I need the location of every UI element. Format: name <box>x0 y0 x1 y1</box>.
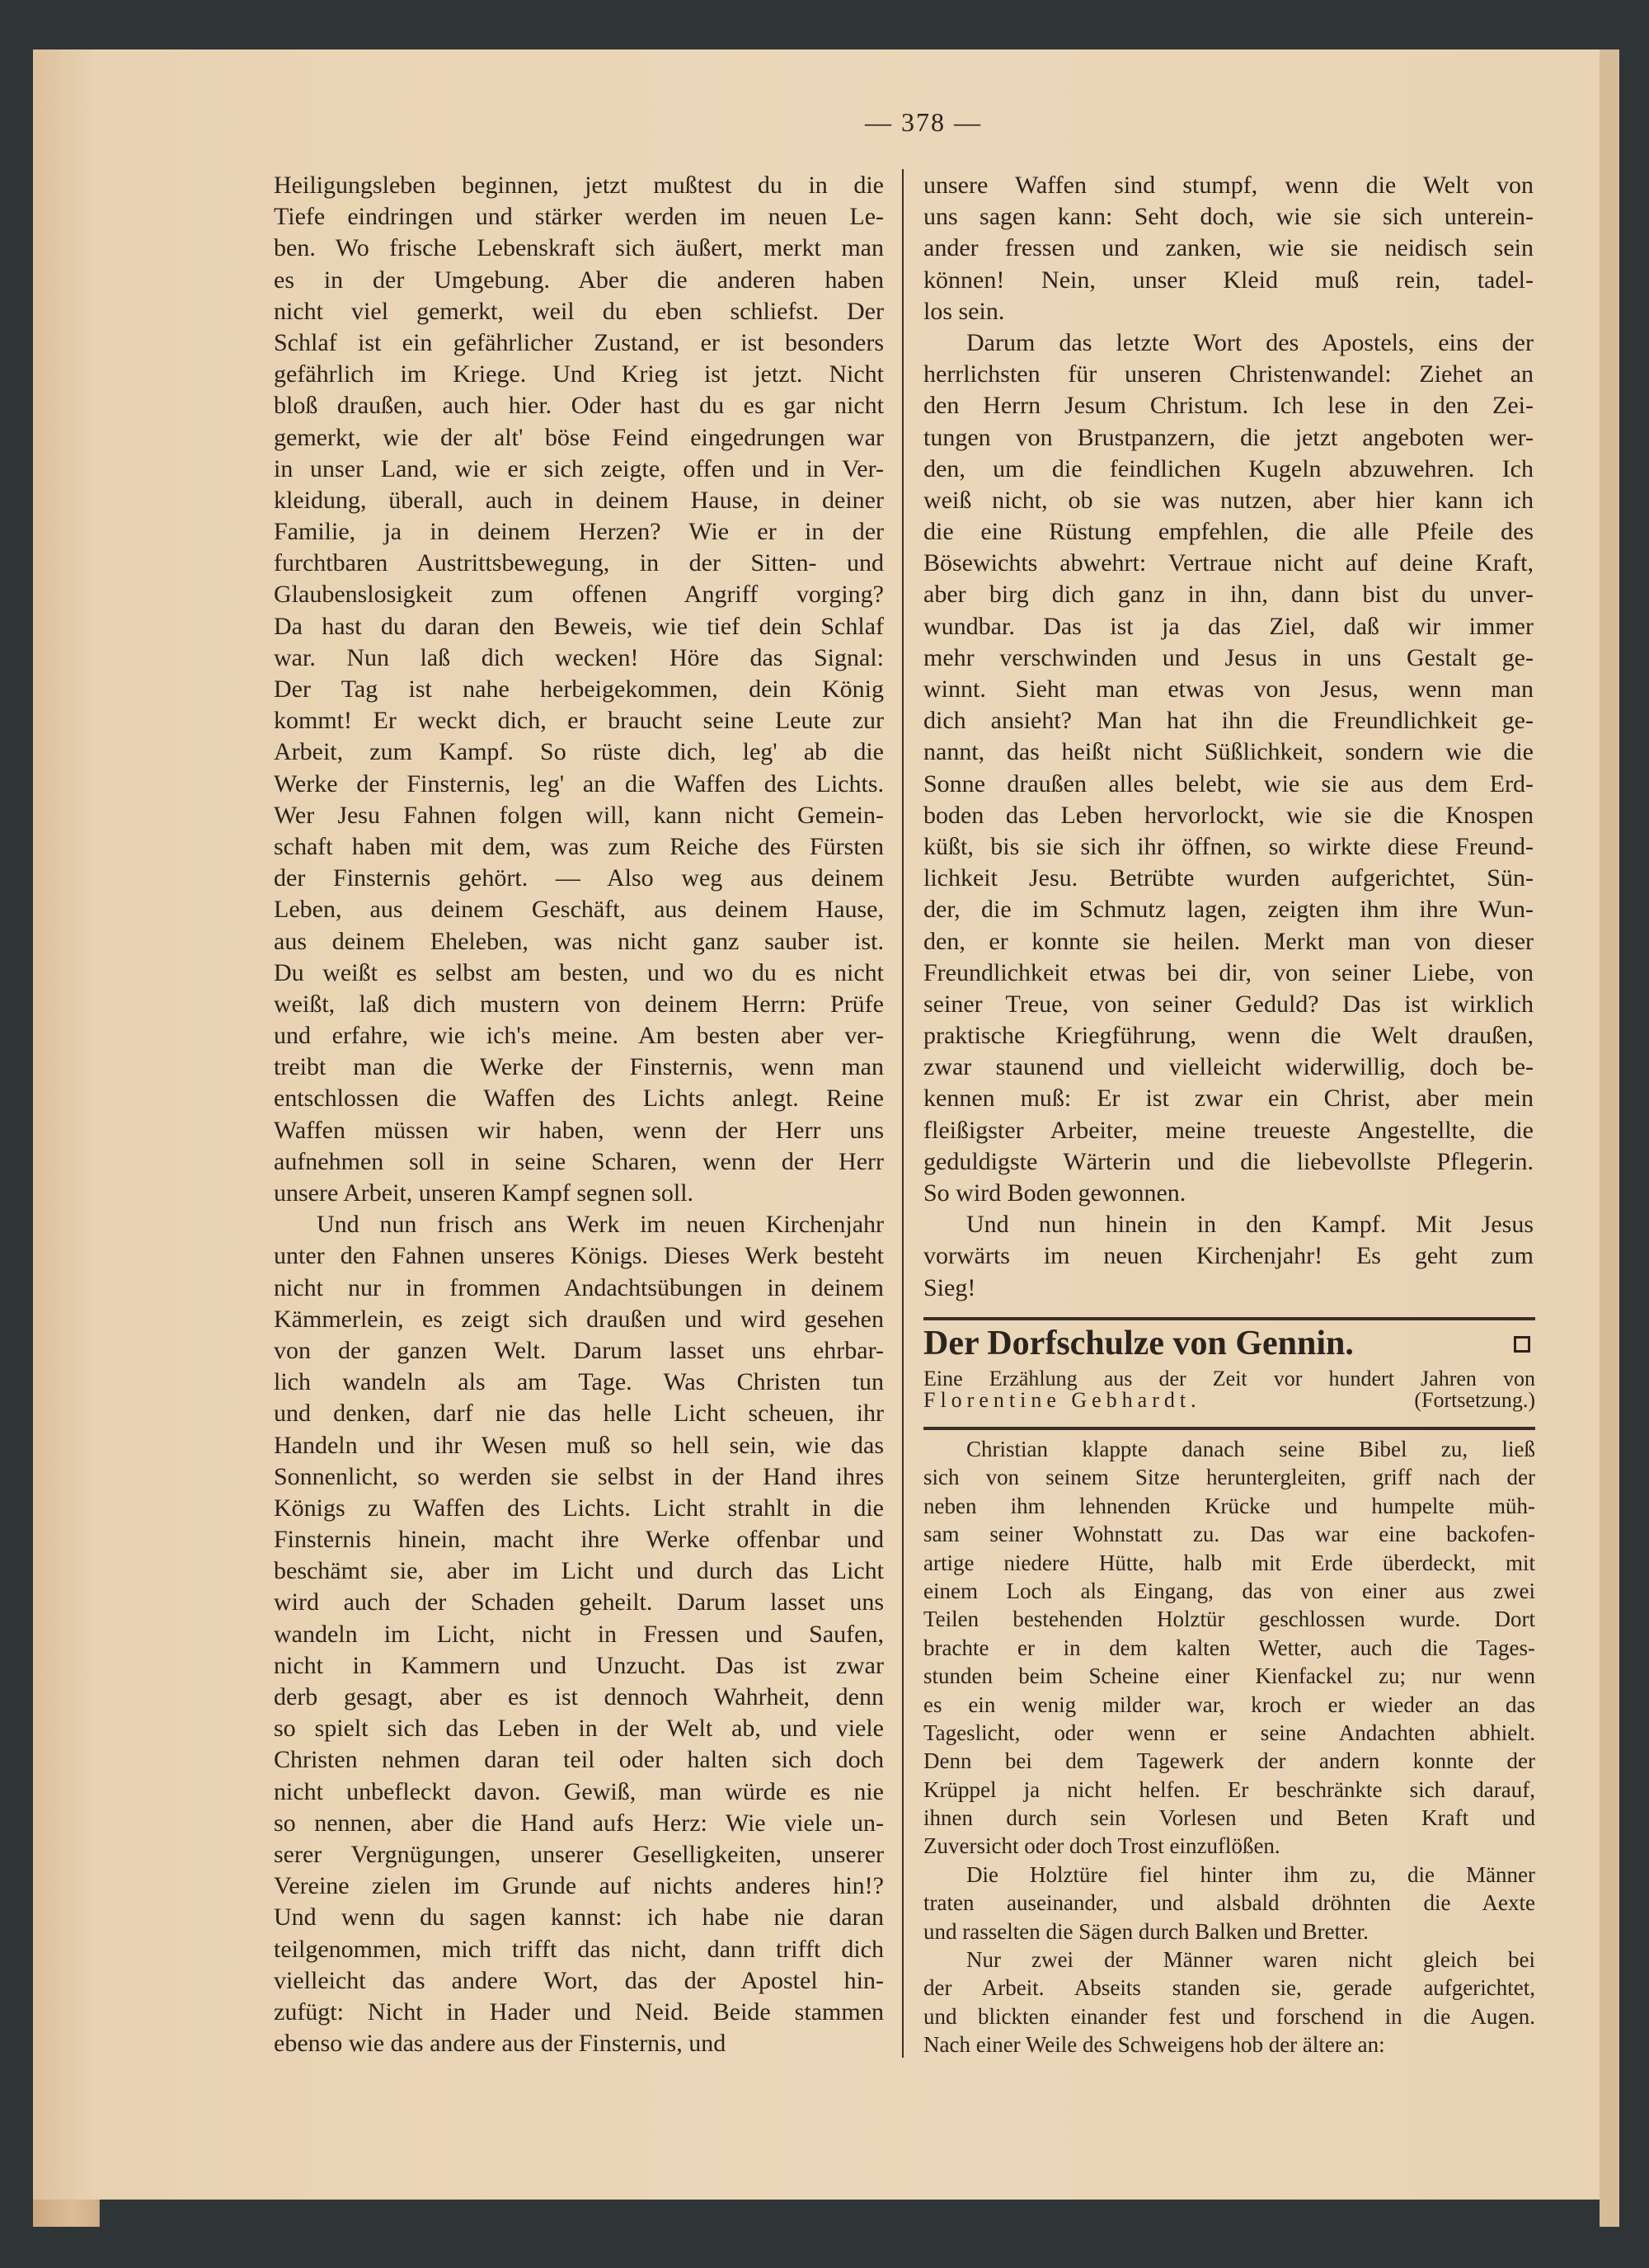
text-line: beschämt sie, aber im Licht und durch das Licht <box>274 1557 884 1585</box>
text-line: gemerkt, wie der alt' böse Feind eingedrungen war <box>274 423 884 451</box>
text-line: zufügt: Nicht in Hader und Neid. Beide stammen <box>274 1997 884 2026</box>
text-line: Königs zu Waffen des Lichts. Licht strahlt in die <box>274 1494 884 1522</box>
text-line: Und wenn du sagen kannst: ich habe nie daran <box>274 1903 884 1932</box>
text-line: Du weißt es selbst am besten, und wo du es nicht <box>274 958 884 986</box>
text-line: es ein wenig milder war, kroch er wieder an das <box>923 1692 1535 1717</box>
text-line: Und nun frisch ans Werk im neuen Kirchenjahr <box>317 1211 884 1239</box>
column-divider <box>902 169 904 2058</box>
story-subtitle: Eine Erzählung aus der Zeit vor hundert Jahren von <box>923 1367 1535 1390</box>
text-line: zwar staunend und vielleicht widerwillig, doch be- <box>923 1053 1534 1081</box>
text-line: Vereine zielen im Grunde auf nichts anderes hin!? <box>274 1872 884 1900</box>
text-line: ebenso wie das andere aus der Finsternis, und <box>274 2030 726 2058</box>
story-continuation: (Fortsetzung.) <box>1414 1388 1535 1412</box>
text-line: ihnen durch sein Vorlesen und Beten Kraft und <box>923 1805 1535 1831</box>
story-title-text: Der Dorfschulze von Gennin. <box>923 1325 1354 1362</box>
text-line: tungen von Brustpanzern, die jetzt angeboten wer- <box>923 423 1534 451</box>
text-line: teilgenommen, mich trifft das nicht, dann trifft dich <box>274 1935 884 1963</box>
text-line: Freundlichkeit etwas bei dir, von seiner Liebe, von <box>923 958 1534 986</box>
text-line: der, die im Schmutz lagen, zeigten ihm ihre Wun- <box>923 896 1534 924</box>
story-text <box>923 1435 1535 2059</box>
text-line: unsere Waffen sind stumpf, wenn die Welt von <box>923 172 1534 199</box>
text-line: Finsternis hinein, macht ihre Werke offenbar und <box>274 1526 884 1554</box>
text-line: Wer Jesu Fahnen folgen will, kann nicht Gemein- <box>274 801 884 829</box>
text-line: Nach einer Weile des Schweigens hob der ältere an: <box>923 2032 1385 2058</box>
page-number: — 378 — <box>865 107 982 137</box>
text-line: von der ganzen Welt. Darum lasset uns ehrbar- <box>274 1336 884 1364</box>
text-line: Die Holztüre fiel hinter ihm zu, die Männer <box>966 1861 1535 1887</box>
text-line: fleißigster Arbeiter, meine treueste Angestellte, die <box>923 1116 1534 1144</box>
text-line: sam seiner Wohnstatt zu. Das war eine backofen- <box>923 1522 1535 1547</box>
text-line: lichkeit Jesu. Betrübte wurden aufgerichtet, Sün- <box>923 864 1534 892</box>
text-line: küßt, bis sie sich ihr öffnen, so wirkte diese Freund- <box>923 832 1534 860</box>
text-line: und denken, darf nie das helle Licht scheuen, ihr <box>274 1400 884 1428</box>
text-line: sich von seinem Sitze heruntergleiten, griff nach der <box>923 1465 1535 1490</box>
text-line: Werke der Finsternis, leg' an die Waffen des Lichts. <box>274 769 884 798</box>
text-line: nicht unbefleckt davon. Gewiß, man würde es nie <box>274 1777 884 1805</box>
text-line: Leben, aus deinem Geschäft, aus deinem Hause, <box>274 896 884 924</box>
text-line: Handeln und ihr Wesen muß so hell sein, wie das <box>274 1431 884 1459</box>
text-line: mehr verschwinden und Jesus in uns Gestalt ge- <box>923 643 1534 671</box>
text-line: wundbar. Das ist ja das Ziel, daß wir immer <box>923 612 1534 640</box>
text-line: Sonne draußen alles belebt, wie sie aus dem Erd- <box>923 769 1534 798</box>
text-line: So wird Boden gewonnen. <box>923 1179 1186 1207</box>
text-line: so nennen, aber die Hand aufs Herz: Wie viele un- <box>274 1809 884 1837</box>
text-line: nicht in Kammern und Unzucht. Das ist zwar <box>274 1651 884 1679</box>
text-line: weißt, laß dich mustern von deinem Herrn: Prüfe <box>274 990 884 1018</box>
text-line: der Arbeit. Abseits standen sie, gerade aufgerichtet, <box>923 1975 1535 2001</box>
text-line: Nur zwei der Männer waren nicht gleich bei <box>966 1947 1535 1973</box>
text-line: nicht nur in frommen Andachtsübungen in deinem <box>274 1273 884 1301</box>
text-line: brachte er in dem kalten Wetter, auch die Tages- <box>923 1635 1535 1660</box>
text-line: Schlaf ist ein gefährlicher Zustand, er ist besonders <box>274 328 884 356</box>
text-line: Da hast du daran den Beweis, wie tief dein Schlaf <box>274 612 884 640</box>
text-line: Sieg! <box>923 1273 976 1301</box>
text-line: uns sagen kann: Seht doch, wie sie sich unterein- <box>923 203 1534 231</box>
text-line: und blickten einander fest und forschend in die Augen. <box>923 2003 1535 2029</box>
text-line: in unser Land, wie er sich zeigte, offen und in Ver- <box>274 454 884 482</box>
story-bottom-rule <box>923 1427 1535 1430</box>
text-line: furchtbaren Austrittsbewegung, in der Sitten- und <box>274 549 884 577</box>
text-line: war. Nun laß dich wecken! Höre das Signal: <box>274 643 884 671</box>
story-title <box>923 1325 1535 1362</box>
right-column <box>923 170 1534 1304</box>
text-line: neben ihm lehnenden Krücke und humpelte müh- <box>923 1493 1535 1518</box>
text-line: ben. Wo frische Lebenskraft sich äußert, merkt man <box>274 234 884 262</box>
text-line: kennen muß: Er ist zwar ein Christ, aber mein <box>923 1085 1534 1113</box>
text-line: dich ansieht? Man hat ihn die Freundlichkeit ge- <box>923 707 1534 735</box>
text-line: Glaubenslosigkeit zum offenen Angriff vorging? <box>274 581 884 609</box>
text-line: Und nun hinein in den Kampf. Mit Jesus <box>966 1211 1534 1239</box>
text-line: schaft haben mit dem, was zum Reiche des Fürsten <box>274 832 884 860</box>
text-line: den Herrn Jesum Christum. Ich lese in den Zei- <box>923 392 1534 420</box>
text-line: so spielt sich das Leben in der Welt ab, und viele <box>274 1715 884 1743</box>
text-line: Bösewichts abwehrt: Vertraue nicht auf deine Kraft, <box>923 549 1534 577</box>
text-line: die eine Rüstung empfehlen, die alle Pfeile des <box>923 518 1534 546</box>
text-line: stunden beim Scheine einer Kienfackel zu; nur wenn <box>923 1663 1535 1689</box>
text-line: Zuversicht oder doch Trost einzuflößen. <box>923 1833 1280 1859</box>
text-line: vielleicht das andere Wort, das der Apostel hin- <box>274 1966 884 1994</box>
text-line: artige niedere Hütte, halb mit Erde überdeckt, mit <box>923 1550 1535 1575</box>
text-line: Kämmerlein, es zeigt sich draußen und wird gesehen <box>274 1305 884 1333</box>
text-line: winnt. Sieht man etwas von Jesus, wenn man <box>923 675 1534 703</box>
text-line: boden das Leben hervorlockt, wie sie die Knospen <box>923 801 1534 829</box>
text-line: Heiligungsleben beginnen, jetzt mußtest du in die <box>274 172 884 199</box>
text-line: der Finsternis gehört. — Also weg aus deinem <box>274 864 884 892</box>
text-line: Tiefe eindringen und stärker werden im neuen Le- <box>274 203 884 231</box>
text-line: es in der Umgebung. Aber die anderen haben <box>274 266 884 294</box>
text-line: Familie, ja in deinem Herzen? Wie er in der <box>274 518 884 546</box>
text-line: vorwärts im neuen Kirchenjahr! Es geht zum <box>923 1242 1534 1270</box>
page-right-edge <box>1600 49 1619 2227</box>
text-line: entschlossen die Waffen des Lichts anlegt. Reine <box>274 1085 884 1113</box>
text-line: wird auch der Schaden geheilt. Darum lasset uns <box>274 1588 884 1616</box>
text-line: Tageslicht, oder wenn er seine Andachten abhielt. <box>923 1720 1535 1745</box>
left-column <box>274 170 884 2059</box>
text-line: Waffen müssen wir haben, wenn der Herr uns <box>274 1116 884 1144</box>
text-line: Denn bei dem Tagewerk der andern konnte der <box>923 1748 1535 1774</box>
text-line: Der Tag ist nahe herbeigekommen, dein König <box>274 675 884 703</box>
text-line: Christian klappte danach seine Bibel zu, ließ <box>966 1437 1535 1461</box>
text-line: gefährlich im Kriege. Und Krieg ist jetzt. Nicht <box>274 360 884 388</box>
text-line: Darum das letzte Wort des Apostels, eins der <box>966 328 1534 356</box>
text-line: Teilen bestehenden Holztür geschlossen wurde. Dort <box>923 1607 1535 1632</box>
story-byline <box>923 1389 1535 1412</box>
text-line: aus deinem Eheleben, was nicht ganz sauber ist. <box>274 927 884 955</box>
text-line: praktische Kriegführung, wenn die Welt draußen, <box>923 1022 1534 1050</box>
text-line: seiner Treue, von seiner Geduld? Das ist wirklich <box>923 990 1534 1018</box>
text-line: Arbeit, zum Kampf. So rüste dich, leg' ab die <box>274 738 884 766</box>
square-ornament-icon <box>1514 1336 1530 1353</box>
text-line: bloß draußen, auch hier. Oder hast du es gar nicht <box>274 392 884 420</box>
text-line: kommt! Er weckt dich, er braucht seine Leute zur <box>274 707 884 735</box>
text-line: können! Nein, unser Kleid muß rein, tadel- <box>923 266 1534 294</box>
story-author: Florentine Gebhardt. <box>923 1388 1201 1412</box>
text-line: lich wandeln als am Tage. Was Christen tun <box>274 1368 884 1396</box>
text-line: los sein. <box>923 297 1005 325</box>
text-line: weiß nicht, ob sie was nutzen, aber hier kann ich <box>923 486 1534 514</box>
text-line: aufnehmen soll in seine Scharen, wenn der Herr <box>274 1147 884 1175</box>
text-line: Christen nehmen daran teil oder halten sich doch <box>274 1746 884 1774</box>
text-line: nannt, das heißt nicht Süßlichkeit, sondern wie die <box>923 738 1534 766</box>
text-line: treibt man die Werke der Finsternis, wenn man <box>274 1053 884 1081</box>
text-line: unsere Arbeit, unseren Kampf segnen soll. <box>274 1179 694 1207</box>
text-line: kleidung, überall, auch in deinem Hause, in deiner <box>274 486 884 514</box>
text-line: aber birg dich ganz in ihn, dann bist du unver- <box>923 581 1534 609</box>
text-line: und erfahre, wie ich's meine. Am besten aber ver- <box>274 1022 884 1050</box>
text-line: derb gesagt, aber es ist dennoch Wahrheit, denn <box>274 1683 884 1710</box>
text-line: Sonnenlicht, so werden sie selbst in der Hand ihres <box>274 1462 884 1490</box>
text-line: traten auseinander, und alsbald dröhnten die Aexte <box>923 1890 1535 1916</box>
text-line: serer Vergnügungen, unserer Geselligkeiten, unserer <box>274 1840 884 1868</box>
text-line: nicht viel gemerkt, weil du eben schliefst. Der <box>274 297 884 325</box>
text-line: herrlichsten für unseren Christenwandel: Ziehet an <box>923 360 1534 388</box>
text-line: geduldigste Wärterin und die liebevollste Pflegerin. <box>923 1147 1534 1175</box>
text-line: den, er konnte sie heilen. Merkt man von dieser <box>923 927 1534 955</box>
text-line: ander fressen und zanken, wie sie neidisch sein <box>923 234 1534 262</box>
text-line: wandeln im Licht, nicht in Fressen und Saufen, <box>274 1620 884 1648</box>
text-line: den, um die feindlichen Kugeln abzuwehren. Ich <box>923 454 1534 482</box>
story-top-rule <box>923 1317 1535 1320</box>
text-line: einem Loch als Eingang, das von einer aus zwei <box>923 1578 1535 1603</box>
text-line: Krüppel ja nicht helfen. Er beschränkte sich darauf, <box>923 1776 1535 1802</box>
text-line: und rasselten die Sägen durch Balken und Bretter. <box>923 1918 1369 1944</box>
text-line: unter den Fahnen unseres Königs. Dieses Werk besteht <box>274 1242 884 1270</box>
